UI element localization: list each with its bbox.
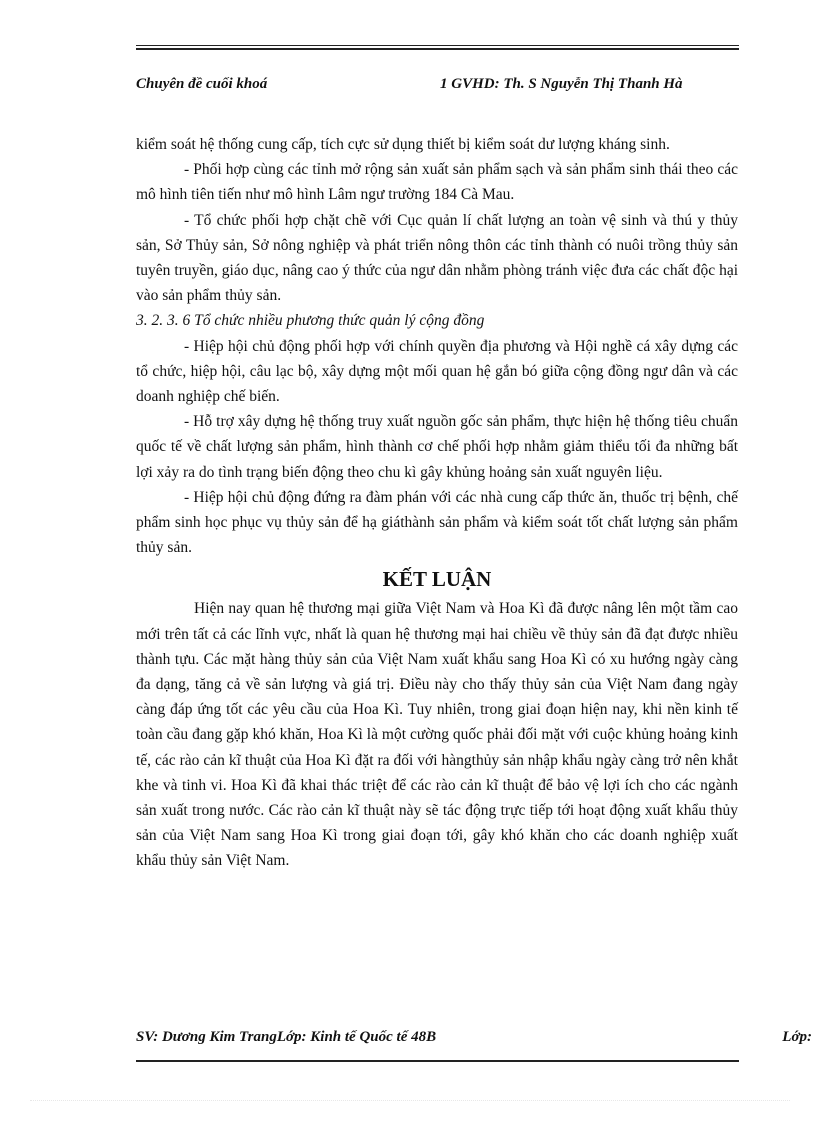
header-supervisor: 1 GVHD: Th. S Nguyễn Thị Thanh Hà xyxy=(440,76,683,92)
paragraph: - Phối hợp cùng các tỉnh mở rộng sản xuất sản phẩm sạch và sản phẩm sinh thái theo các mô hình tiên tiến như mô hình Lâm ngư trường 184 Cà Mau. xyxy=(136,161,738,204)
paragraph: kiểm soát hệ thống cung cấp, tích cực sử dụng thiết bị kiểm soát dư lượng kháng sinh. xyxy=(136,136,670,153)
header-title: Chuyên đề cuối khoá xyxy=(136,76,268,92)
paragraph: Hiện nay quan hệ thương mại giữa Việt Nam và Hoa Kì đã được nâng lên một tầm cao mới trên tất cả các lĩnh vực, nhất là quan hệ thương mại hai chiều về thủy sản đã đạt được nhiều thành tựu. Các mặt hàng thủy sản của Việt Nam xuất khẩu sang Hoa Kì có xu hướng ngày càng đa dạng, tăng cả về sản lượng và giá trị. Điều này cho thấy thủy sản của Việt Nam đang ngày càng đáp ứng tốt các yêu cầu của Hoa Kì. Tuy nhiên, trong giai đoạn hiện nay, khi nền kinh tế toàn cầu đang gặp khó khăn, Hoa Kì là một cường quốc phải đối mặt với cuộc khủng hoảng kinh tế, các rào cản kĩ thuật của Hoa Kì đặt ra đối với hàngthủy sản nhập khẩu ngày càng trở nên khắt khe và tinh vi. Hoa Kì đã khai thác triệt để các rào cản kĩ thuật để bảo vệ lợi ích cho các ngành sản xuất trong nước. Các rào cản kĩ thuật này sẽ tác động trực tiếp tới hoạt động xuất khẩu thủy sản của Việt Nam sang Hoa Kì trong giai đoạn tới, gây khó khăn cho các doanh nghiệp xuất khẩu thủy sản Việt Nam. xyxy=(136,600,738,870)
header-rule-thin xyxy=(136,45,739,46)
footer-class: Lớp: xyxy=(782,1029,812,1045)
header-rule-thick xyxy=(136,48,739,50)
page-body xyxy=(136,132,738,874)
section-heading: 3. 2. 3. 6 Tổ chức nhiều phương thức quản lý cộng đồng xyxy=(136,312,485,330)
footer-rule xyxy=(136,1060,739,1062)
paragraph: - Hiệp hội chủ động đứng ra đàm phán với các nhà cung cấp thức ăn, thuốc trị bệnh, chế phẩm sinh học phục vụ thủy sản để hạ giáthành sản phẩm và kiểm soát tốt chất lượng sản phẩm thủy sản. xyxy=(136,488,738,557)
conclusion-heading: KẾT LUẬN xyxy=(382,567,492,592)
page-footer xyxy=(136,1029,816,1051)
paragraph: - Hỗ trợ xây dựng hệ thống truy xuất nguồn gốc sản phẩm, thực hiện hệ thống tiêu chuẩn quốc tế về chất lượng sản phẩm, hình thành cơ chế phối hợp nhằm giảm thiểu tối đa những bất lợi xảy ra do tình trạng biến động theo chu kì gây khủng hoảng sản xuất nguyên liệu. xyxy=(136,413,738,481)
page-header xyxy=(136,76,739,98)
paragraph: - Tổ chức phối hợp chặt chẽ với Cục quản lí chất lượng an toàn vệ sinh và thú y thủy sản, Sở Thủy sản, Sở nông nghiệp và phát triển nông thôn các tỉnh thành có nuôi trồng thủy sản tuyên truyền, giáo dục, nâng cao ý thức của ngư dân nhằm phòng tránh việc đưa các chất độc hại vào sản phẩm thủy sản. xyxy=(136,211,738,305)
page-edge-divider xyxy=(30,1100,790,1101)
footer-student: SV: Dương Kim TrangLớp: Kinh tế Quốc tế 48B xyxy=(136,1029,437,1045)
paragraph: - Hiệp hội chủ động phối hợp với chính quyền địa phương và Hội nghề cá xây dựng các tổ chức, hiệp hội, câu lạc bộ, xây dựng một mối quan hệ gắn bó giữa cộng đồng ngư dân và các doanh nghiệp chế biến. xyxy=(136,337,738,406)
